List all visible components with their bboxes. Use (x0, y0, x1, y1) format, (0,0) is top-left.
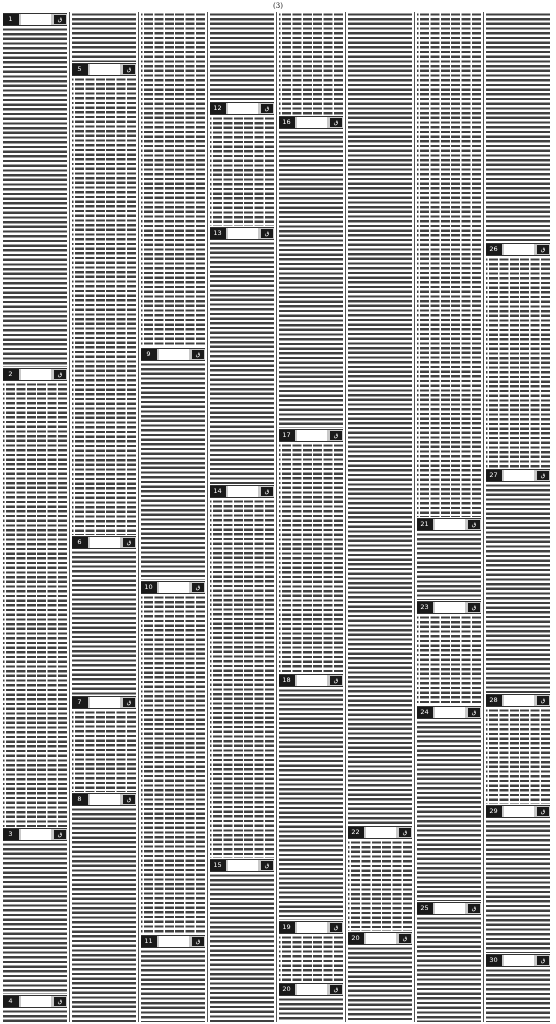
question-header (486, 469, 551, 482)
text-block (417, 532, 482, 600)
question-marker-icon: ق (330, 676, 342, 685)
urdu-paragraph (348, 946, 413, 1022)
urdu-paragraph (3, 842, 68, 994)
urdu-paragraph (348, 840, 413, 931)
question-number: 2 (3, 369, 19, 380)
question-header (72, 793, 137, 806)
question-header (486, 805, 551, 818)
question-marker-icon: ق (261, 861, 273, 870)
question-marker-icon: ق (123, 795, 135, 804)
urdu-paragraph (141, 362, 206, 580)
question-marker-icon: ق (54, 997, 66, 1006)
question-title (297, 117, 328, 128)
urdu-paragraph (348, 12, 413, 825)
question-header (141, 581, 206, 594)
page-number: (3) (273, 2, 283, 10)
question-title (90, 794, 121, 805)
question-number: 28 (486, 695, 502, 706)
question-header (141, 935, 206, 948)
question-title (21, 14, 52, 25)
text-block (72, 710, 137, 792)
question-marker-icon: ق (330, 923, 342, 932)
question-number: 17 (279, 430, 295, 441)
question-header (210, 102, 275, 115)
urdu-paragraph (486, 708, 551, 804)
urdu-paragraph (417, 12, 482, 517)
question-number: 19 (279, 922, 295, 933)
question-number: 26 (486, 244, 502, 255)
text-block (3, 842, 68, 994)
question-header (210, 227, 275, 240)
question-header (486, 694, 551, 707)
question-header (72, 696, 137, 709)
question-header (279, 116, 344, 129)
question-number: 13 (210, 228, 226, 239)
question-title (90, 537, 121, 548)
question-number: 21 (417, 519, 433, 530)
question-number: 29 (486, 806, 502, 817)
question-number: 23 (417, 602, 433, 613)
text-block (210, 873, 275, 1022)
question-marker-icon: ق (54, 830, 66, 839)
column-divider (345, 12, 346, 1022)
question-marker-icon: ق (54, 15, 66, 24)
question-header (141, 348, 206, 361)
text-block (72, 550, 137, 695)
urdu-paragraph (141, 12, 206, 347)
text-block (279, 935, 344, 982)
text-block (72, 12, 137, 62)
text-block (486, 708, 551, 804)
question-marker-icon: ق (537, 245, 549, 254)
question-number: 7 (72, 697, 88, 708)
question-header (210, 485, 275, 498)
urdu-paragraph (141, 949, 206, 1022)
text-block (417, 720, 482, 901)
question-title (435, 519, 466, 530)
urdu-paragraph (72, 77, 137, 535)
question-marker-icon: ق (330, 985, 342, 994)
text-block (486, 968, 551, 1022)
urdu-paragraph (486, 12, 551, 242)
question-header (72, 63, 137, 76)
question-marker-icon: ق (468, 904, 480, 913)
question-header (3, 13, 68, 26)
question-title (21, 369, 52, 380)
question-title (21, 829, 52, 840)
urdu-paragraph (417, 720, 482, 901)
question-header (210, 859, 275, 872)
column-divider (483, 12, 484, 1022)
column-divider (138, 12, 139, 1022)
question-title (297, 922, 328, 933)
column-divider (276, 12, 277, 1022)
text-column (72, 12, 137, 1022)
question-title (297, 430, 328, 441)
text-block (210, 12, 275, 101)
question-number: 15 (210, 860, 226, 871)
text-block (486, 819, 551, 953)
text-block (279, 997, 344, 1022)
question-marker-icon: ق (468, 520, 480, 529)
urdu-paragraph (3, 1009, 68, 1022)
question-number: 1 (3, 14, 19, 25)
urdu-paragraph (486, 483, 551, 693)
question-title (228, 860, 259, 871)
question-number: 6 (72, 537, 88, 548)
text-block (141, 12, 206, 347)
urdu-paragraph (72, 12, 137, 62)
question-number: 4 (3, 996, 19, 1007)
question-number: 20 (348, 933, 364, 944)
text-block (3, 1009, 68, 1022)
question-header (486, 954, 551, 967)
question-marker-icon: ق (468, 603, 480, 612)
text-block (3, 27, 68, 367)
question-title (504, 806, 535, 817)
urdu-paragraph (3, 382, 68, 827)
urdu-paragraph (141, 595, 206, 934)
question-number: 30 (486, 955, 502, 966)
question-marker-icon: ق (261, 104, 273, 113)
text-block (486, 483, 551, 693)
text-column (3, 12, 68, 1022)
question-title (297, 675, 328, 686)
urdu-paragraph (279, 935, 344, 982)
question-number: 20 (279, 984, 295, 995)
question-header (3, 995, 68, 1008)
question-marker-icon: ق (537, 471, 549, 480)
text-column (417, 12, 482, 1022)
urdu-paragraph (210, 116, 275, 226)
urdu-paragraph (486, 968, 551, 1022)
question-marker-icon: ق (123, 65, 135, 74)
urdu-paragraph (279, 688, 344, 920)
urdu-paragraph (279, 12, 344, 115)
text-block (486, 12, 551, 242)
question-marker-icon: ق (399, 828, 411, 837)
text-block (3, 382, 68, 827)
text-column (348, 12, 413, 1022)
question-title (159, 349, 190, 360)
question-marker-icon: ق (537, 956, 549, 965)
urdu-paragraph (279, 443, 344, 673)
urdu-paragraph (417, 532, 482, 600)
question-number: 12 (210, 103, 226, 114)
question-marker-icon: ق (123, 698, 135, 707)
question-marker-icon: ق (399, 934, 411, 943)
question-number: 14 (210, 486, 226, 497)
text-block (486, 257, 551, 468)
question-title (366, 827, 397, 838)
question-title (90, 697, 121, 708)
question-marker-icon: ق (123, 538, 135, 547)
text-block (210, 116, 275, 226)
question-header (279, 921, 344, 934)
question-title (435, 707, 466, 718)
question-title (228, 103, 259, 114)
question-marker-icon: ق (468, 708, 480, 717)
question-number: 5 (72, 64, 88, 75)
question-title (159, 936, 190, 947)
question-title (228, 228, 259, 239)
text-block (417, 12, 482, 517)
text-column (279, 12, 344, 1022)
urdu-paragraph (279, 130, 344, 428)
question-title (504, 470, 535, 481)
urdu-paragraph (417, 615, 482, 705)
question-marker-icon: ق (261, 487, 273, 496)
urdu-paragraph (72, 710, 137, 792)
column-divider (414, 12, 415, 1022)
urdu-paragraph (72, 807, 137, 1022)
question-title (21, 996, 52, 1007)
question-marker-icon: ق (330, 118, 342, 127)
text-block (141, 362, 206, 580)
text-block (417, 916, 482, 1022)
question-marker-icon: ق (537, 807, 549, 816)
text-block (348, 12, 413, 825)
question-marker-icon: ق (54, 370, 66, 379)
text-block (141, 949, 206, 1022)
question-header (417, 601, 482, 614)
text-column (210, 12, 275, 1022)
text-block (279, 443, 344, 673)
urdu-paragraph (210, 499, 275, 858)
question-number: 24 (417, 707, 433, 718)
question-title (297, 984, 328, 995)
question-header (3, 828, 68, 841)
urdu-paragraph (486, 819, 551, 953)
question-title (504, 244, 535, 255)
text-block (348, 946, 413, 1022)
question-title (504, 955, 535, 966)
text-column (486, 12, 551, 1022)
question-title (90, 64, 121, 75)
question-header (348, 932, 413, 945)
question-header (279, 674, 344, 687)
question-header (348, 826, 413, 839)
urdu-paragraph (279, 997, 344, 1022)
question-header (72, 536, 137, 549)
column-divider (69, 12, 70, 1022)
question-header (417, 706, 482, 719)
question-number: 9 (141, 349, 157, 360)
question-number: 8 (72, 794, 88, 805)
text-block (210, 241, 275, 484)
question-header (3, 368, 68, 381)
urdu-paragraph (3, 27, 68, 367)
question-header (486, 243, 551, 256)
question-marker-icon: ق (537, 696, 549, 705)
text-column (141, 12, 206, 1022)
question-number: 22 (348, 827, 364, 838)
text-block (279, 130, 344, 428)
question-number: 16 (279, 117, 295, 128)
question-title (504, 695, 535, 706)
question-number: 3 (3, 829, 19, 840)
question-title (228, 486, 259, 497)
urdu-paragraph (72, 550, 137, 695)
text-block (417, 615, 482, 705)
urdu-paragraph (210, 873, 275, 1022)
text-block (279, 688, 344, 920)
question-header (279, 983, 344, 996)
text-block (141, 595, 206, 934)
text-block (279, 12, 344, 115)
text-block (348, 840, 413, 931)
question-marker-icon: ق (192, 937, 204, 946)
question-marker-icon: ق (192, 350, 204, 359)
question-number: 11 (141, 936, 157, 947)
urdu-paragraph (210, 12, 275, 101)
question-marker-icon: ق (330, 431, 342, 440)
question-title (435, 602, 466, 613)
question-title (366, 933, 397, 944)
text-block (72, 807, 137, 1022)
question-marker-icon: ق (192, 583, 204, 592)
question-title (435, 903, 466, 914)
question-number: 18 (279, 675, 295, 686)
urdu-paragraph (210, 241, 275, 484)
text-block (210, 499, 275, 858)
urdu-paragraph (486, 257, 551, 468)
question-number: 10 (141, 582, 157, 593)
question-number: 27 (486, 470, 502, 481)
text-block (72, 77, 137, 535)
question-header (417, 518, 482, 531)
question-header (279, 429, 344, 442)
question-marker-icon: ق (261, 229, 273, 238)
question-title (159, 582, 190, 593)
question-number: 25 (417, 903, 433, 914)
urdu-paragraph (417, 916, 482, 1022)
question-header (417, 902, 482, 915)
column-divider (207, 12, 208, 1022)
